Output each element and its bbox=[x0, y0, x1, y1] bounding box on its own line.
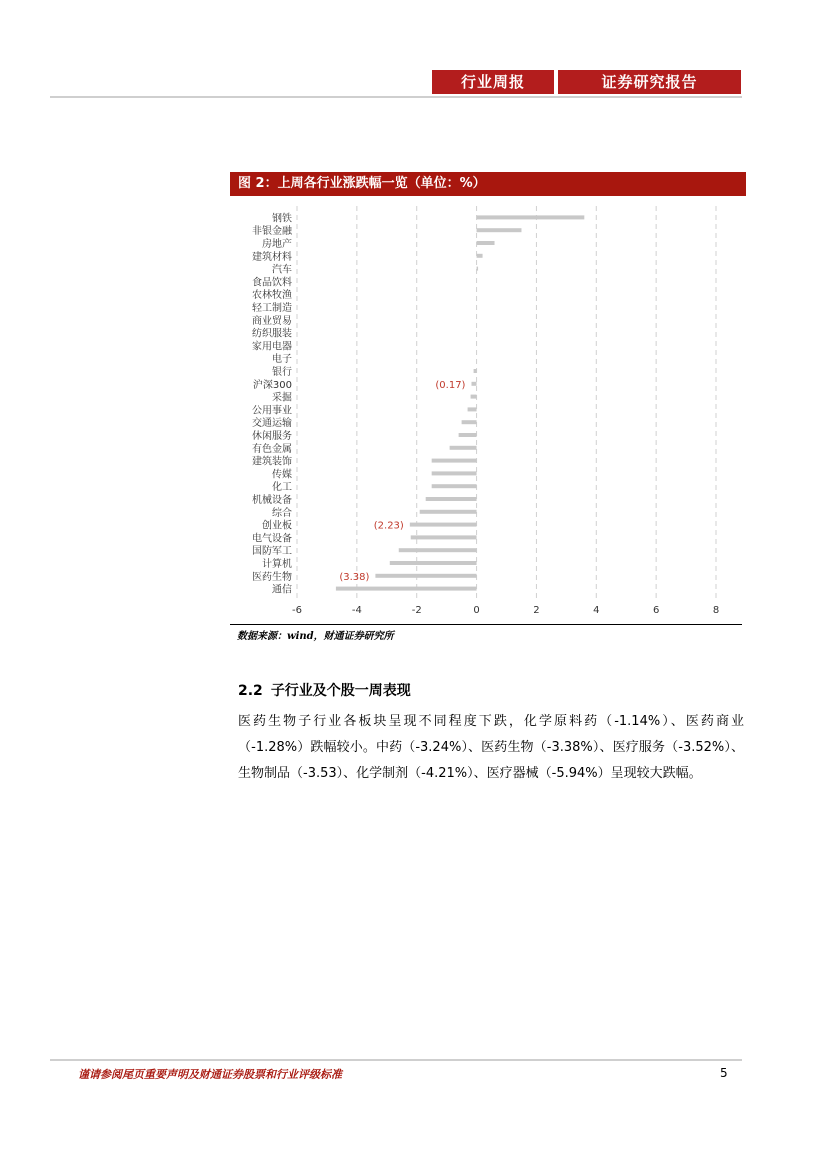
bar bbox=[477, 215, 585, 219]
category-label: 非银金融 bbox=[252, 226, 292, 238]
bar bbox=[471, 395, 477, 399]
category-label: 传媒 bbox=[272, 469, 292, 481]
report-type-tab: 行业周报 bbox=[432, 70, 554, 94]
bar bbox=[399, 548, 477, 552]
category-label: 电子 bbox=[272, 354, 292, 366]
category-label: 电气设备 bbox=[252, 533, 292, 545]
x-tick-label: -2 bbox=[411, 605, 422, 616]
x-tick-label: 4 bbox=[593, 605, 600, 616]
data-label: (0.17) bbox=[435, 379, 466, 391]
section-number: 2.2 bbox=[238, 683, 263, 699]
bar bbox=[477, 267, 478, 271]
x-tick-label: 0 bbox=[473, 605, 480, 616]
category-label: 纺织服装 bbox=[252, 328, 292, 340]
category-label: 农林牧渔 bbox=[252, 290, 292, 302]
x-tick-label: 8 bbox=[712, 605, 720, 616]
category-label: 食品饮料 bbox=[252, 277, 292, 289]
category-label: 钢铁 bbox=[272, 213, 292, 225]
report-category-tab: 证券研究报告 bbox=[558, 70, 741, 94]
bar bbox=[462, 420, 477, 424]
category-label: 沪深300 bbox=[252, 379, 292, 391]
bar bbox=[471, 382, 476, 386]
category-label: 国防军工 bbox=[252, 546, 292, 558]
data-label: (3.38) bbox=[339, 571, 370, 583]
category-label: 建筑材料 bbox=[252, 251, 292, 263]
bar bbox=[390, 561, 477, 565]
bar bbox=[432, 471, 477, 475]
bar bbox=[411, 535, 477, 539]
bar bbox=[477, 254, 483, 258]
data-label: (2.23) bbox=[373, 520, 404, 532]
category-label: 房地产 bbox=[262, 239, 292, 250]
bar bbox=[477, 228, 522, 232]
category-label: 医药生物 bbox=[252, 571, 292, 583]
bar bbox=[474, 369, 477, 373]
category-label: 计算机 bbox=[262, 559, 292, 570]
bar bbox=[477, 241, 495, 245]
category-label: 通信 bbox=[272, 584, 292, 596]
footer-divider bbox=[50, 1059, 742, 1061]
body-paragraph: 医药生物子行业各板块呈现不同程度下跌，化学原料药（-1.14%）、医药商业（-1.28%）跌幅较小。中药（-3.24%）、医药生物（-3.38%）、医疗服务（-3.52%）、生物制品（-3.53）、化学制剂（-4.21%）、医疗器械（-5.94%）呈现较大跌幅。 bbox=[238, 714, 744, 781]
bar bbox=[432, 459, 477, 463]
page-number: 5 bbox=[720, 1066, 728, 1080]
bar bbox=[468, 407, 477, 411]
x-tick-label: 6 bbox=[652, 605, 660, 616]
header-divider bbox=[50, 96, 742, 98]
section-title: 子行业及个股一周表现 bbox=[270, 683, 411, 699]
industry-change-bar-chart bbox=[230, 198, 742, 622]
category-label: 银行 bbox=[272, 367, 292, 378]
category-label: 商业贸易 bbox=[252, 315, 292, 327]
category-label: 交通运输 bbox=[252, 418, 292, 430]
disclaimer-note: 谨请参阅尾页重要声明及财通证券股票和行业评级标准 bbox=[78, 1068, 342, 1081]
bar bbox=[459, 433, 477, 437]
category-label: 有色金属 bbox=[252, 443, 292, 455]
category-label: 汽车 bbox=[272, 264, 292, 276]
bar bbox=[375, 574, 476, 578]
bar bbox=[450, 446, 477, 450]
category-label: 综合 bbox=[272, 507, 292, 519]
section-heading bbox=[238, 680, 411, 700]
x-tick-label: -4 bbox=[351, 605, 362, 616]
category-label: 化工 bbox=[272, 482, 292, 494]
bar bbox=[432, 484, 477, 488]
bar bbox=[410, 523, 477, 527]
bar bbox=[426, 497, 477, 501]
x-tick-label: 2 bbox=[533, 605, 540, 616]
category-label: 建筑装饰 bbox=[252, 456, 292, 468]
category-label: 家用电器 bbox=[252, 341, 292, 353]
figure-title: 图 2：上周各行业涨跌幅一览（单位：%） bbox=[230, 172, 746, 196]
category-label: 机械设备 bbox=[252, 495, 292, 506]
category-label: 休闲服务 bbox=[252, 431, 292, 442]
bar bbox=[336, 587, 477, 591]
category-label: 创业板 bbox=[262, 520, 292, 532]
figure-bottom-rule bbox=[230, 624, 742, 625]
data-source: 数据来源：wind，财通证券研究所 bbox=[237, 631, 394, 642]
x-tick-label: -6 bbox=[292, 605, 302, 616]
category-label: 公用事业 bbox=[252, 405, 292, 417]
category-label: 轻工制造 bbox=[252, 303, 292, 314]
category-label: 采掘 bbox=[272, 392, 292, 404]
bar bbox=[420, 510, 477, 514]
